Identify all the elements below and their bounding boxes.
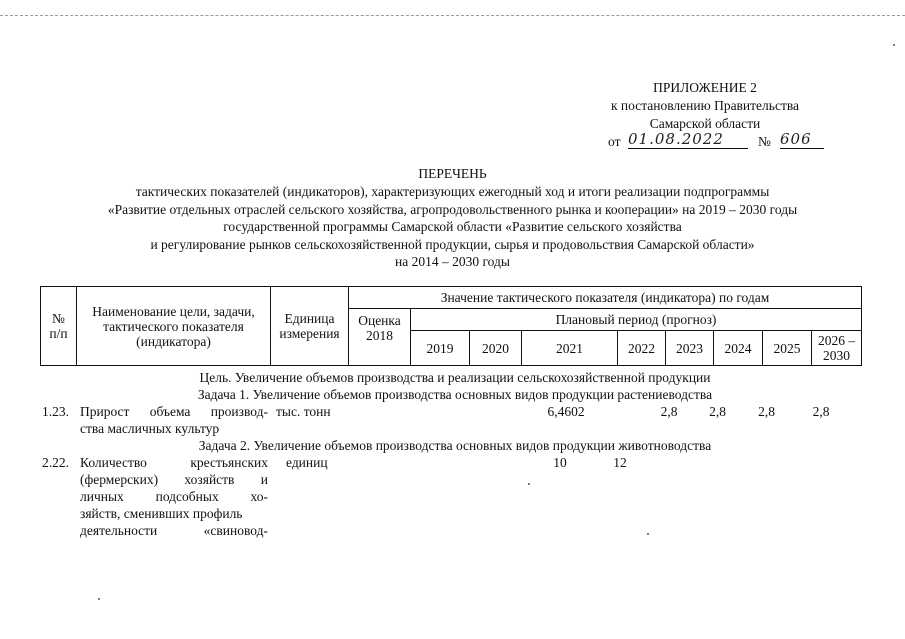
task1-row: Задача 1. Увеличение объемов производства основных видов продукции растениеводства [197, 387, 713, 402]
header-year-2026-2030: 2026 – 2030 [812, 331, 862, 366]
header-name: Наименование цели, задачи, тактического показателя (индикатора) [77, 287, 271, 366]
row2-name-line3: личных подсобных хо- [80, 489, 268, 504]
header-year-2022: 2022 [618, 331, 666, 366]
row2-name-line1: Количество крестьянских [80, 455, 268, 470]
appendix-number-prefix: № [758, 134, 771, 149]
header-year-2025: 2025 [763, 331, 812, 366]
row2-name-line4: зяйств, сменивших профиль [80, 506, 243, 521]
header-year-2023: 2023 [666, 331, 714, 366]
heading-line-4: и регулирование рынков сельскохозяйственной продукции, сырья и продовольствия Самарской области» [150, 237, 755, 252]
appendix-line1: к постановлению Правительства [610, 98, 800, 113]
task2-row: Задача 2. Увеличение объемов производства основных видов продукции животноводства [198, 438, 712, 453]
header-year-2021: 2021 [522, 331, 618, 366]
row1-name-line2: ства масличных культур [80, 421, 220, 436]
row1-value-2024: 2,8 [709, 404, 726, 419]
header-num: № п/п [41, 287, 77, 366]
row1-name-line1: Прирост объема производ- [80, 404, 268, 419]
heading-title: ПЕРЕЧЕНЬ [418, 166, 487, 181]
heading-line-1: тактических показателей (индикаторов), характеризующих ежегодный ход и итоги реализации подпрограммы [135, 184, 770, 199]
row2-value-2021: 10 [553, 455, 567, 470]
row1-value-2021: 6,4602 [547, 404, 585, 419]
scan-edge-line [0, 15, 905, 17]
indicators-table-header [40, 286, 862, 366]
appendix-line2: Самарской области [649, 116, 761, 131]
appendix-date: 01.08.2022 [628, 130, 748, 149]
scan-speck [528, 483, 530, 485]
row2-name-line2: (фермерских) хозяйств и [80, 472, 268, 487]
header-year-2020: 2020 [470, 331, 522, 366]
row1-unit: тыс. тонн [276, 404, 331, 419]
appendix-date-prefix: от [608, 134, 621, 149]
scan-speck [647, 533, 649, 535]
row2-value-2022: 12 [613, 455, 627, 470]
goal-row: Цель. Увеличение объемов производства и реализации сельскохозяйственной продукции [199, 370, 711, 385]
row2-name-line5: деятельности «свиновод- [80, 523, 268, 538]
header-year-2019: 2019 [411, 331, 470, 366]
header-estimate: Оценка 2018 [349, 309, 411, 366]
row1-num: 1.23. [42, 404, 69, 419]
header-unit: Единица измерения [271, 287, 349, 366]
header-values-by-years: Значение тактического показателя (индикатора) по годам [349, 287, 862, 309]
appendix-number: 606 [780, 130, 824, 149]
row2-num: 2.22. [42, 455, 69, 470]
scan-speck [98, 598, 100, 600]
heading-line-2: «Развитие отдельных отраслей сельского хозяйства, агропродовольственного рынка и кооперации» на 2019 – 2030 годы [107, 202, 798, 217]
row1-value-2025: 2,8 [758, 404, 775, 419]
appendix-title: ПРИЛОЖЕНИЕ 2 [653, 80, 757, 95]
row1-value-2026-2030: 2,8 [812, 404, 830, 419]
row2-unit: единиц [286, 455, 328, 470]
heading-line-3: государственной программы Самарской области «Развитие сельского хозяйства [223, 219, 682, 234]
header-year-2024: 2024 [714, 331, 763, 366]
header-planned-period: Плановый период (прогноз) [411, 309, 862, 331]
heading-line-5: на 2014 – 2030 годы [395, 254, 510, 269]
row1-value-2023: 2,8 [660, 404, 678, 419]
scan-speck [893, 44, 895, 46]
